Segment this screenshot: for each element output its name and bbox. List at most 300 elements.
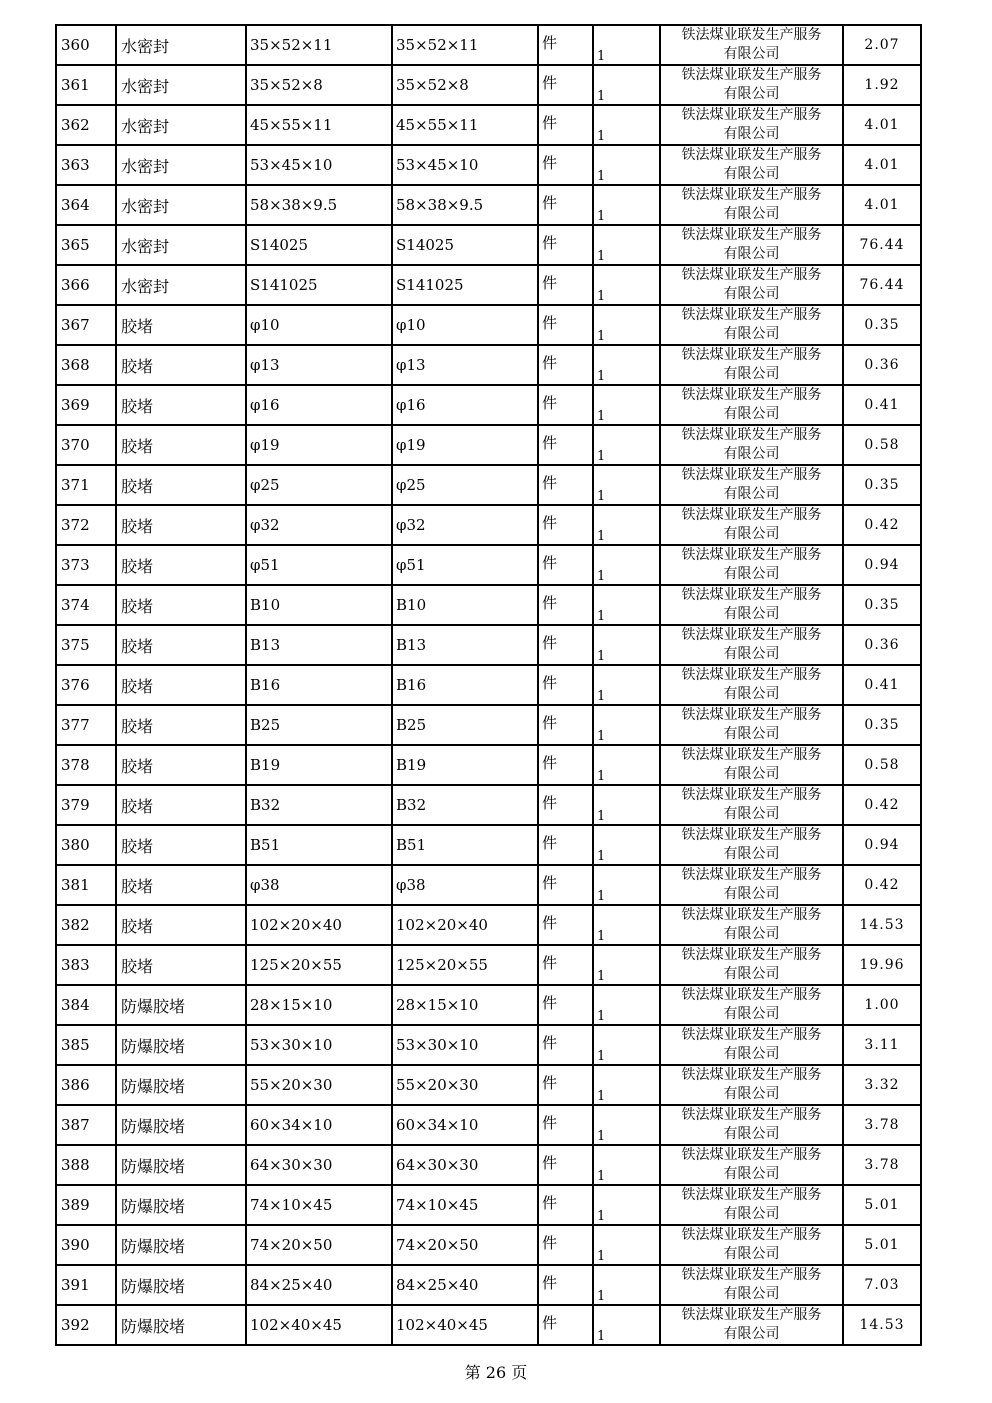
item-quantity: 1 (593, 625, 660, 665)
item-model: φ32 (392, 505, 538, 545)
supplier-name-line2: 有限公司 (723, 806, 780, 822)
supplier-cell (660, 785, 843, 825)
supplier-name-line1: 铁法煤业联发生产服务 (681, 347, 822, 363)
supplier-name-line1: 铁法煤业联发生产服务 (681, 627, 822, 643)
item-unit: 件 (538, 585, 593, 625)
item-quantity: 1 (593, 25, 660, 65)
supplier-cell (660, 465, 843, 505)
item-spec: 35×52×11 (246, 25, 392, 65)
supplier-name-line2: 有限公司 (723, 406, 780, 422)
item-price: 0.35 (843, 585, 921, 625)
item-price: 0.36 (843, 625, 921, 665)
item-name: 防爆胶堵 (116, 1105, 246, 1145)
item-name: 胶堵 (116, 745, 246, 785)
table-body (56, 25, 921, 1345)
table-row (56, 185, 921, 225)
item-price: 0.35 (843, 705, 921, 745)
item-unit: 件 (538, 545, 593, 585)
item-spec: B19 (246, 745, 392, 785)
supplier-name-line1: 铁法煤业联发生产服务 (681, 267, 822, 283)
item-unit: 件 (538, 1065, 593, 1105)
page-number: 第 26 页 (464, 1363, 528, 1382)
row-number: 361 (56, 65, 116, 105)
item-unit: 件 (538, 705, 593, 745)
item-price: 7.03 (843, 1265, 921, 1305)
row-number: 371 (56, 465, 116, 505)
supplier-cell (660, 185, 843, 225)
item-unit: 件 (538, 65, 593, 105)
item-name: 胶堵 (116, 945, 246, 985)
item-spec: B25 (246, 705, 392, 745)
item-name: 胶堵 (116, 345, 246, 385)
supplier-name-line2: 有限公司 (723, 1286, 780, 1302)
supplier-cell (660, 705, 843, 745)
supplier-cell (660, 145, 843, 185)
item-price: 0.94 (843, 825, 921, 865)
item-price: 3.78 (843, 1145, 921, 1185)
supplier-name-line2: 有限公司 (723, 1206, 780, 1222)
supplier-name-line1: 铁法煤业联发生产服务 (681, 947, 822, 963)
supplier-cell (660, 545, 843, 585)
item-name: 水密封 (116, 185, 246, 225)
item-quantity: 1 (593, 185, 660, 225)
item-quantity: 1 (593, 1225, 660, 1265)
item-spec: φ16 (246, 385, 392, 425)
table-row (56, 585, 921, 625)
item-spec: 74×20×50 (246, 1225, 392, 1265)
row-number: 387 (56, 1105, 116, 1145)
item-model: 53×30×10 (392, 1025, 538, 1065)
supplier-cell (660, 305, 843, 345)
item-model: 35×52×8 (392, 65, 538, 105)
item-name: 水密封 (116, 225, 246, 265)
item-name: 防爆胶堵 (116, 1185, 246, 1225)
table-row (56, 1185, 921, 1225)
item-name: 胶堵 (116, 785, 246, 825)
item-model: B10 (392, 585, 538, 625)
item-name: 胶堵 (116, 865, 246, 905)
row-number: 388 (56, 1145, 116, 1185)
table-row (56, 225, 921, 265)
item-spec: 45×55×11 (246, 105, 392, 145)
row-number: 381 (56, 865, 116, 905)
row-number: 366 (56, 265, 116, 305)
item-price: 14.53 (843, 905, 921, 945)
item-price: 0.41 (843, 385, 921, 425)
item-spec: φ25 (246, 465, 392, 505)
table-row (56, 1225, 921, 1265)
supplier-name-line1: 铁法煤业联发生产服务 (681, 307, 822, 323)
item-unit: 件 (538, 1145, 593, 1185)
supplier-cell (660, 225, 843, 265)
row-number: 367 (56, 305, 116, 345)
item-name: 水密封 (116, 145, 246, 185)
row-number: 391 (56, 1265, 116, 1305)
item-price: 1.92 (843, 65, 921, 105)
supplier-cell (660, 865, 843, 905)
item-quantity: 1 (593, 1185, 660, 1225)
supplier-name-line2: 有限公司 (723, 366, 780, 382)
supplier-name-line2: 有限公司 (723, 606, 780, 622)
item-spec: φ19 (246, 425, 392, 465)
table-row (56, 1065, 921, 1105)
supplier-cell (660, 1265, 843, 1305)
supplier-name-line2: 有限公司 (723, 766, 780, 782)
supplier-cell (660, 1065, 843, 1105)
row-number: 372 (56, 505, 116, 545)
item-spec: 84×25×40 (246, 1265, 392, 1305)
item-spec: 64×30×30 (246, 1145, 392, 1185)
item-quantity: 1 (593, 705, 660, 745)
item-quantity: 1 (593, 1065, 660, 1105)
supplier-name-line1: 铁法煤业联发生产服务 (681, 427, 822, 443)
table-row (56, 105, 921, 145)
row-number: 373 (56, 545, 116, 585)
item-unit: 件 (538, 145, 593, 185)
table-row (56, 705, 921, 745)
item-price: 4.01 (843, 145, 921, 185)
supplier-name-line2: 有限公司 (723, 46, 780, 62)
item-spec: 28×15×10 (246, 985, 392, 1025)
item-model: B51 (392, 825, 538, 865)
supplier-name-line2: 有限公司 (723, 1166, 780, 1182)
item-quantity: 1 (593, 145, 660, 185)
item-model: φ38 (392, 865, 538, 905)
supplier-cell (660, 1305, 843, 1345)
item-price: 0.42 (843, 505, 921, 545)
supplier-name-line1: 铁法煤业联发生产服务 (681, 987, 822, 1003)
item-model: S14025 (392, 225, 538, 265)
supplier-name-line2: 有限公司 (723, 1046, 780, 1062)
item-model: 102×40×45 (392, 1305, 538, 1345)
item-price: 3.11 (843, 1025, 921, 1065)
item-name: 防爆胶堵 (116, 1265, 246, 1305)
item-model: φ13 (392, 345, 538, 385)
table-row (56, 865, 921, 905)
item-quantity: 1 (593, 1145, 660, 1185)
item-model: φ10 (392, 305, 538, 345)
item-quantity: 1 (593, 865, 660, 905)
row-number: 369 (56, 385, 116, 425)
row-number: 390 (56, 1225, 116, 1265)
item-spec: 102×40×45 (246, 1305, 392, 1345)
supplier-name-line1: 铁法煤业联发生产服务 (681, 67, 822, 83)
item-unit: 件 (538, 185, 593, 225)
supplier-name-line1: 铁法煤业联发生产服务 (681, 1187, 822, 1203)
item-unit: 件 (538, 745, 593, 785)
item-model: 60×34×10 (392, 1105, 538, 1145)
supplier-name-line2: 有限公司 (723, 566, 780, 582)
item-price: 2.07 (843, 25, 921, 65)
supplier-name-line1: 铁法煤业联发生产服务 (681, 187, 822, 203)
item-quantity: 1 (593, 345, 660, 385)
item-quantity: 1 (593, 1025, 660, 1065)
item-price: 0.58 (843, 425, 921, 465)
item-name: 防爆胶堵 (116, 1225, 246, 1265)
supplier-name-line1: 铁法煤业联发生产服务 (681, 227, 822, 243)
supplier-cell (660, 1185, 843, 1225)
row-number: 370 (56, 425, 116, 465)
supplier-name-line2: 有限公司 (723, 646, 780, 662)
table-row (56, 305, 921, 345)
item-name: 胶堵 (116, 305, 246, 345)
row-number: 362 (56, 105, 116, 145)
item-model: 125×20×55 (392, 945, 538, 985)
item-price: 5.01 (843, 1185, 921, 1225)
supplier-name-line1: 铁法煤业联发生产服务 (681, 467, 822, 483)
item-unit: 件 (538, 865, 593, 905)
item-price: 76.44 (843, 265, 921, 305)
row-number: 368 (56, 345, 116, 385)
supplier-name-line2: 有限公司 (723, 846, 780, 862)
item-unit: 件 (538, 825, 593, 865)
table-row (56, 785, 921, 825)
item-unit: 件 (538, 425, 593, 465)
item-spec: 74×10×45 (246, 1185, 392, 1225)
supplier-name-line2: 有限公司 (723, 686, 780, 702)
table-row (56, 1145, 921, 1185)
item-model: 45×55×11 (392, 105, 538, 145)
supplier-cell (660, 825, 843, 865)
table-row (56, 1305, 921, 1345)
item-model: φ19 (392, 425, 538, 465)
row-number: 365 (56, 225, 116, 265)
item-unit: 件 (538, 785, 593, 825)
item-quantity: 1 (593, 265, 660, 305)
supplier-name-line1: 铁法煤业联发生产服务 (681, 1267, 822, 1283)
row-number: 392 (56, 1305, 116, 1345)
supplier-name-line1: 铁法煤业联发生产服务 (681, 1067, 822, 1083)
item-spec: S14025 (246, 225, 392, 265)
supplier-name-line2: 有限公司 (723, 166, 780, 182)
row-number: 363 (56, 145, 116, 185)
table-row (56, 545, 921, 585)
supplier-name-line2: 有限公司 (723, 1326, 780, 1342)
item-quantity: 1 (593, 985, 660, 1025)
item-name: 水密封 (116, 105, 246, 145)
item-price: 0.94 (843, 545, 921, 585)
supplier-name-line2: 有限公司 (723, 886, 780, 902)
supplier-name-line1: 铁法煤业联发生产服务 (681, 827, 822, 843)
supplier-name-line2: 有限公司 (723, 966, 780, 982)
row-number: 384 (56, 985, 116, 1025)
item-spec: φ51 (246, 545, 392, 585)
item-model: 84×25×40 (392, 1265, 538, 1305)
item-unit: 件 (538, 665, 593, 705)
item-spec: 35×52×8 (246, 65, 392, 105)
item-spec: 53×30×10 (246, 1025, 392, 1065)
item-spec: 60×34×10 (246, 1105, 392, 1145)
item-unit: 件 (538, 25, 593, 65)
item-unit: 件 (538, 225, 593, 265)
item-spec: B13 (246, 625, 392, 665)
row-number: 389 (56, 1185, 116, 1225)
supplier-cell (660, 1105, 843, 1145)
table-row (56, 465, 921, 505)
row-number: 379 (56, 785, 116, 825)
row-number: 364 (56, 185, 116, 225)
supplier-name-line2: 有限公司 (723, 446, 780, 462)
supplier-name-line2: 有限公司 (723, 1126, 780, 1142)
item-unit: 件 (538, 465, 593, 505)
item-quantity: 1 (593, 505, 660, 545)
supplier-name-line2: 有限公司 (723, 926, 780, 942)
item-price: 14.53 (843, 1305, 921, 1345)
supplier-name-line1: 铁法煤业联发生产服务 (681, 787, 822, 803)
item-spec: φ10 (246, 305, 392, 345)
item-unit: 件 (538, 1025, 593, 1065)
item-unit: 件 (538, 625, 593, 665)
supplier-cell (660, 265, 843, 305)
item-name: 胶堵 (116, 465, 246, 505)
supplier-name-line1: 铁法煤业联发生产服务 (681, 587, 822, 603)
supplier-cell (660, 1025, 843, 1065)
table-row (56, 665, 921, 705)
item-model: 74×10×45 (392, 1185, 538, 1225)
supplier-cell (660, 425, 843, 465)
item-quantity: 1 (593, 945, 660, 985)
item-price: 0.58 (843, 745, 921, 785)
row-number: 380 (56, 825, 116, 865)
supplier-name-line1: 铁法煤业联发生产服务 (681, 27, 822, 43)
item-price: 0.42 (843, 785, 921, 825)
item-quantity: 1 (593, 745, 660, 785)
supplier-name-line2: 有限公司 (723, 86, 780, 102)
supplier-name-line1: 铁法煤业联发生产服务 (681, 1227, 822, 1243)
table-row (56, 825, 921, 865)
row-number: 360 (56, 25, 116, 65)
item-spec: 53×45×10 (246, 145, 392, 185)
supplier-name-line1: 铁法煤业联发生产服务 (681, 147, 822, 163)
item-quantity: 1 (593, 825, 660, 865)
supplier-cell (660, 345, 843, 385)
supplier-name-line1: 铁法煤业联发生产服务 (681, 747, 822, 763)
item-quantity: 1 (593, 1105, 660, 1145)
item-model: 102×20×40 (392, 905, 538, 945)
supplier-name-line1: 铁法煤业联发生产服务 (681, 707, 822, 723)
item-spec: B51 (246, 825, 392, 865)
table-row (56, 1105, 921, 1145)
item-model: 64×30×30 (392, 1145, 538, 1185)
item-model: B32 (392, 785, 538, 825)
table-row (56, 25, 921, 65)
item-price: 0.42 (843, 865, 921, 905)
item-model: 58×38×9.5 (392, 185, 538, 225)
item-spec: B10 (246, 585, 392, 625)
supplier-cell (660, 585, 843, 625)
item-unit: 件 (538, 105, 593, 145)
supplier-cell (660, 945, 843, 985)
table-row (56, 265, 921, 305)
item-price: 0.41 (843, 665, 921, 705)
row-number: 385 (56, 1025, 116, 1065)
supplier-name-line1: 铁法煤业联发生产服务 (681, 867, 822, 883)
item-name: 水密封 (116, 265, 246, 305)
item-model: 74×20×50 (392, 1225, 538, 1265)
item-name: 防爆胶堵 (116, 1145, 246, 1185)
supplier-name-line1: 铁法煤业联发生产服务 (681, 547, 822, 563)
item-spec: B16 (246, 665, 392, 705)
supplier-name-line2: 有限公司 (723, 1246, 780, 1262)
item-model: 28×15×10 (392, 985, 538, 1025)
supplier-name-line2: 有限公司 (723, 326, 780, 342)
item-unit: 件 (538, 985, 593, 1025)
item-name: 胶堵 (116, 385, 246, 425)
item-spec: B32 (246, 785, 392, 825)
item-price: 1.00 (843, 985, 921, 1025)
item-unit: 件 (538, 1185, 593, 1225)
item-price: 4.01 (843, 105, 921, 145)
item-spec: 102×20×40 (246, 905, 392, 945)
item-name: 防爆胶堵 (116, 1065, 246, 1105)
item-unit: 件 (538, 505, 593, 545)
item-unit: 件 (538, 905, 593, 945)
item-quantity: 1 (593, 1265, 660, 1305)
item-model: B25 (392, 705, 538, 745)
table-row (56, 425, 921, 465)
item-price: 76.44 (843, 225, 921, 265)
item-quantity: 1 (593, 425, 660, 465)
item-name: 防爆胶堵 (116, 1025, 246, 1065)
supplier-name-line2: 有限公司 (723, 526, 780, 542)
item-price: 0.36 (843, 345, 921, 385)
item-spec: 58×38×9.5 (246, 185, 392, 225)
item-name: 胶堵 (116, 505, 246, 545)
item-model: B13 (392, 625, 538, 665)
supplier-name-line2: 有限公司 (723, 126, 780, 142)
supplier-cell (660, 25, 843, 65)
item-model: φ25 (392, 465, 538, 505)
supplier-name-line1: 铁法煤业联发生产服务 (681, 507, 822, 523)
row-number: 383 (56, 945, 116, 985)
table-row (56, 905, 921, 945)
item-quantity: 1 (593, 65, 660, 105)
item-quantity: 1 (593, 905, 660, 945)
item-unit: 件 (538, 385, 593, 425)
item-model: φ51 (392, 545, 538, 585)
supplier-name-line1: 铁法煤业联发生产服务 (681, 1147, 822, 1163)
item-unit: 件 (538, 945, 593, 985)
item-quantity: 1 (593, 105, 660, 145)
item-price: 4.01 (843, 185, 921, 225)
row-number: 378 (56, 745, 116, 785)
supplier-cell (660, 905, 843, 945)
item-spec: 125×20×55 (246, 945, 392, 985)
item-model: 53×45×10 (392, 145, 538, 185)
supplier-name-line2: 有限公司 (723, 486, 780, 502)
item-model: S141025 (392, 265, 538, 305)
item-quantity: 1 (593, 785, 660, 825)
item-quantity: 1 (593, 585, 660, 625)
item-price: 5.01 (843, 1225, 921, 1265)
supplier-name-line2: 有限公司 (723, 1086, 780, 1102)
item-spec: φ38 (246, 865, 392, 905)
item-price: 3.32 (843, 1065, 921, 1105)
supplier-name-line2: 有限公司 (723, 206, 780, 222)
row-number: 382 (56, 905, 116, 945)
item-quantity: 1 (593, 385, 660, 425)
item-model: B19 (392, 745, 538, 785)
item-unit: 件 (538, 1305, 593, 1345)
row-number: 374 (56, 585, 116, 625)
table-row (56, 625, 921, 665)
item-quantity: 1 (593, 665, 660, 705)
supplier-name-line1: 铁法煤业联发生产服务 (681, 107, 822, 123)
table-row (56, 345, 921, 385)
table-row (56, 745, 921, 785)
row-number: 377 (56, 705, 116, 745)
item-spec: φ32 (246, 505, 392, 545)
